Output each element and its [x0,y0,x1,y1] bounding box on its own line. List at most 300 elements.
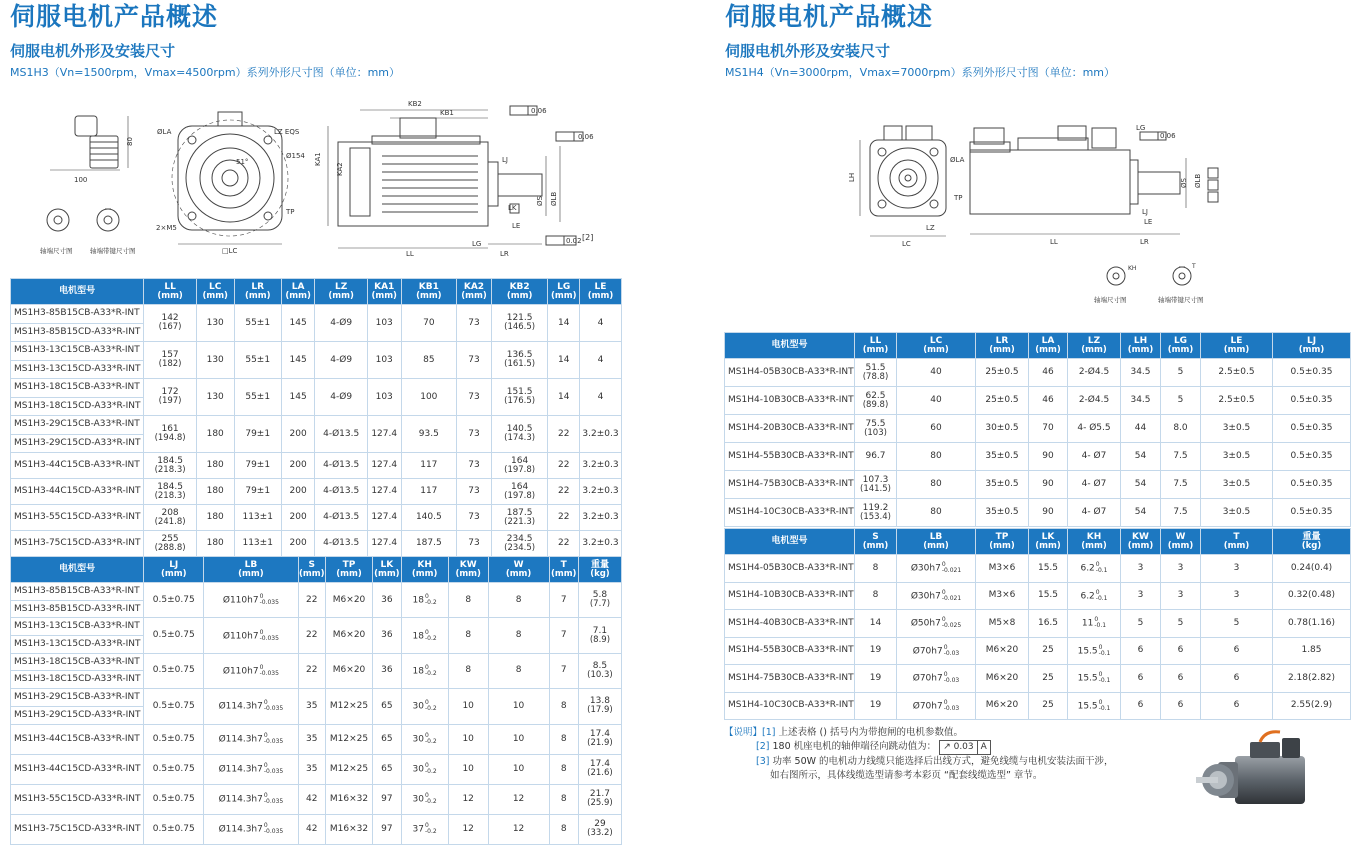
tolerance [264,700,283,712]
cell-value: 73 [468,460,480,470]
cell-value: 6.2 [1080,591,1095,602]
header-label: 电机型号 [59,564,96,574]
notes-block [724,726,1144,782]
header-label: KH [417,559,432,570]
model-cell: MS1H4-10B30CB-A33*R-INT [725,387,855,415]
value-cell [548,505,579,531]
cell-value: 73 [468,317,480,328]
value-cell [401,453,457,479]
cell-value: (241.8) [154,516,186,527]
cell-value: 18 [412,631,424,642]
value-cell [234,379,281,416]
cell-value: 62.5 [865,390,886,401]
value-cell: 25 [1029,692,1068,720]
cell-value: 3.2±0.3 [582,460,619,470]
value-cell [401,814,448,844]
header-label: LA [291,281,305,292]
svg-text:ØS: ØS [1180,178,1188,188]
model-cell: MS1H4-20B30CB-A33*R-INT [725,415,855,443]
table-row [11,754,622,784]
right-series-caption: MS1H4（Vn=3000rpm，Vmax=7000rpm）系列外形尺寸图（单位：mm） [725,66,1116,79]
header-unit: (mm) [1298,344,1325,355]
header-unit: (mm) [1127,344,1154,355]
value-cell [367,416,401,453]
value-cell: M6×20 [976,637,1029,665]
tolerance-lower: -0.2 [424,599,437,607]
value-cell [579,479,621,505]
header-cell [196,279,234,305]
svg-text:LR: LR [1140,238,1149,246]
cell-value: 4 [597,354,604,365]
cell-value: 22 [557,538,570,548]
value-cell: 8 [549,689,578,724]
svg-text:LK: LK [508,204,517,212]
model-cell: MS1H3-75C15CD-A33*R-INT [11,531,144,557]
tolerance [942,590,961,602]
value-cell: 5 [1161,610,1201,638]
cell-value: 7.5 [1173,479,1188,489]
header-cell [144,557,204,583]
header-label: LJ [169,559,179,570]
cell-value: 3±0.5 [1222,479,1251,489]
table-row [11,618,622,636]
value-cell: 6 [1161,692,1201,720]
cell-value: 4-Ø13.5 [323,460,360,470]
tolerance-lower: -0.2 [424,798,437,805]
header-unit: (mm) [505,568,532,579]
value-cell [1273,499,1351,527]
cell-value: 73 [468,512,480,522]
value-cell [234,531,281,557]
header-label: LC [209,281,222,292]
svg-text:KA1: KA1 [314,152,322,166]
value-cell [1161,443,1201,471]
tolerance-lower: -0.03 [943,649,960,657]
value-cell [855,387,897,415]
svg-text:0.06: 0.06 [1160,132,1176,140]
cell-value: 30 [412,794,424,805]
value-cell [491,416,548,453]
value-cell [315,531,367,557]
cell-value: 103 [375,354,393,365]
note-2: [2] 180 机座电机的轴伸端径向跳动值为： ↗ 0.03 A [724,740,1144,756]
value-cell: 22 [298,653,325,688]
header-label: T [560,559,567,570]
cell-value: 54 [1134,479,1147,489]
cell-value: 187.5 [415,538,442,548]
value-cell [281,416,315,453]
value-cell: 0.32(0.48) [1273,582,1351,610]
ms1h3-dimension-table-2 [10,556,622,845]
value-cell: 8 [855,582,897,610]
value-cell [281,453,315,479]
value-cell [1161,415,1201,443]
value-cell [196,505,234,531]
value-cell: 2.55(2.9) [1273,692,1351,720]
value-cell: 8 [549,724,578,754]
header-cell [488,557,549,583]
value-cell [1121,499,1161,527]
cell-value: 4- Ø5.5 [1077,423,1111,433]
cell-value: 100 [420,391,438,402]
value-cell [1068,415,1121,443]
svg-text:TP: TP [954,194,963,202]
value-cell [578,724,621,754]
header-unit: (mm) [1223,344,1250,355]
header-cell [976,529,1029,555]
cell-value: 113±1 [242,512,273,522]
value-cell: 10 [448,724,488,754]
svg-text:2×M5: 2×M5 [156,224,177,232]
header-unit: (mm) [923,344,949,355]
cell-value: (17.9) [587,705,613,716]
header-unit: (mm) [371,290,397,301]
cell-value: (197.8) [504,464,536,475]
header-unit: (mm) [416,290,442,301]
header-cell [1121,333,1161,359]
tolerance-upper: 0 [263,762,268,769]
svg-text:ØLA: ØLA [157,128,172,136]
header-label: 重量 [1302,531,1321,542]
value-cell: M5×8 [976,610,1029,638]
header-cell [855,529,897,555]
cell-value: 4-Ø13.5 [323,512,360,522]
value-cell [457,342,492,379]
value-cell [144,305,196,342]
ms1h4-dimension-table-1 [724,332,1351,527]
cell-value: (288.8) [154,542,186,553]
value-cell [234,305,281,342]
header-unit: (mm) [550,568,577,579]
value-cell [548,531,579,557]
cell-value: 2-Ø4.5 [1078,367,1110,377]
cell-value: 3.2±0.3 [582,486,619,496]
value-cell [1068,499,1121,527]
header-unit: (mm) [157,290,183,301]
cell-value: 208 [161,507,179,518]
value-cell [1121,387,1161,415]
cell-value: 55±1 [245,317,271,328]
cell-value: 140.5 [415,512,442,522]
table-row [11,453,622,479]
value-cell: M6×20 [325,618,372,653]
cell-value: 180 [206,538,224,548]
header-cell [448,557,488,583]
cell-value: 8.0 [1173,423,1188,433]
notes-label: 【说明】 [724,727,763,738]
value-cell [855,443,897,471]
cell-value: 51.5 [865,362,886,373]
svg-text:[2]: [2] [582,233,594,242]
header-label: LA [1041,335,1055,346]
header-unit: (mm) [1081,344,1107,355]
cell-value: 55±1 [245,354,271,365]
header-cell [725,529,855,555]
model-cell: MS1H3-85B15CB-A33*R-INT [11,305,144,324]
tolerance-upper: 0 [941,616,946,624]
value-cell: 8 [855,555,897,583]
value-cell [1068,665,1121,693]
model-cell: MS1H3-44C15CD-A33*R-INT [11,754,144,784]
cell-value: 4-Ø13.5 [323,538,360,548]
header-unit: (mm) [336,568,362,579]
cell-value: (7.7) [589,599,611,610]
cell-value: 164 [511,481,529,492]
tolerance [944,700,960,712]
header-cell [325,557,372,583]
cell-value: 6.2 [1080,563,1095,574]
cell-value: 22 [557,460,570,470]
tolerance [1094,617,1106,629]
header-label: KA2 [463,281,485,292]
cell-value: 200 [289,486,307,496]
value-cell [897,665,976,693]
cell-value: 4 [597,391,604,402]
header-cell [1121,529,1161,555]
value-cell: 22 [298,583,325,618]
value-cell [578,618,621,653]
tolerance-upper: 0 [424,762,429,769]
tolerance-lower: -0.03 [943,704,960,712]
cell-value: 113±1 [242,538,273,548]
header-unit: (mm) [238,568,264,579]
value-cell [144,479,196,505]
tolerance [260,665,279,677]
value-cell [234,342,281,379]
value-cell: 0.24(0.4) [1273,555,1351,583]
header-label: LH [1133,335,1148,346]
header-unit: (mm) [550,290,577,301]
value-cell [1201,415,1273,443]
header-cell [1201,529,1273,555]
left-series-caption: MS1H3（Vn=1500rpm，Vmax=4500rpm）系列外形尺寸图（单位：mm） [10,66,401,79]
tolerance-upper: 0 [1094,616,1099,624]
value-cell: 6 [1161,637,1201,665]
value-cell: 6 [1201,692,1273,720]
value-cell [401,754,448,784]
value-cell [1068,637,1121,665]
table-row [725,499,1351,527]
value-cell [1029,415,1068,443]
value-cell: 0.78(1.16) [1273,610,1351,638]
cell-value: 0.5±0.35 [1290,479,1333,489]
header-unit: (mm) [455,568,481,579]
value-cell [1273,387,1351,415]
cell-value: 18 [412,666,424,677]
header-label: LZ [335,281,348,292]
tolerance-lower: -0.035 [259,599,279,607]
cell-value: (161.5) [504,359,536,369]
value-cell [1068,610,1121,638]
value-cell [367,305,401,342]
value-cell: 35 [298,754,325,784]
value-cell [976,415,1029,443]
tolerance-upper: 0 [259,593,264,601]
value-cell: 35 [298,724,325,754]
cell-value: 79±1 [245,486,271,496]
header-unit: (kg) [1301,540,1322,551]
svg-text:ØLA: ØLA [950,156,965,164]
value-cell [196,479,234,505]
value-cell [491,505,548,531]
header-label: KH [1086,531,1102,542]
header-label: S [872,531,879,542]
cell-value: 4- Ø7 [1081,507,1107,517]
value-cell [855,415,897,443]
cell-value: 46 [1042,395,1054,405]
value-cell: 0.5±0.75 [144,784,204,814]
value-cell [548,379,579,416]
cell-value: (89.8) [862,399,889,410]
header-cell [855,333,897,359]
cell-value: (197.8) [504,490,536,501]
value-cell [1068,471,1121,499]
cell-value: 117 [420,486,438,496]
header-unit: (mm) [506,290,533,301]
cell-value: 127.4 [371,428,398,439]
tolerance-lower: -0.035 [263,828,284,835]
header-label: LE [594,281,607,292]
header-cell [373,557,401,583]
value-cell [234,479,281,505]
header-cell [11,557,144,583]
value-cell [457,416,492,453]
header-unit: (mm) [461,290,487,301]
value-cell [401,379,457,416]
value-cell [234,453,281,479]
header-cell [1029,529,1068,555]
value-cell: 15.5 [1029,582,1068,610]
cell-value: (21.6) [587,768,613,778]
header-unit: (kg) [590,568,610,579]
table-row [725,637,1351,665]
cell-value: 200 [289,460,307,470]
cell-value: 90 [1042,451,1054,461]
value-cell [196,342,234,379]
value-cell: M3×6 [976,582,1029,610]
value-cell [281,479,315,505]
model-cell: MS1H3-29C15CD-A33*R-INT [11,706,144,724]
note-3: [3] 功率 50W 的电机动力线缆只能选择后出线方式，避免线缆与电机安装法面干涉， [756,756,1114,767]
cell-value: 157 [161,350,179,360]
tolerance-upper: 0 [259,663,264,671]
value-cell [457,453,492,479]
header-label: T [1233,531,1240,542]
table-row [11,531,622,557]
tolerance-upper: 0 [424,593,429,601]
value-cell: 65 [373,724,401,754]
cell-value: (194.8) [154,433,186,443]
header-unit: (mm) [285,290,311,301]
tolerance-lower: -0.1 [1098,704,1111,712]
cell-value: (176.5) [504,396,536,406]
ms1h3-dimension-table-1 [10,278,622,557]
cell-value: 4- Ø7 [1081,479,1107,489]
right-section-subtitle: 伺服电机外形及安装尺寸 [725,42,891,60]
value-cell [855,359,897,387]
tolerance-upper: 0 [1095,561,1100,569]
header-label: LR [995,335,1009,346]
svg-text:LJ: LJ [1142,208,1148,216]
tolerance [1099,645,1111,657]
svg-text:Ø154: Ø154 [286,152,305,160]
value-cell [491,479,548,505]
cell-value: (218.3) [154,464,186,475]
value-cell [401,724,448,754]
tolerance-upper: 0 [424,792,429,799]
cell-value: 30 [412,764,424,775]
header-label: 电机型号 [771,536,808,546]
header-label: W [513,559,524,570]
value-cell [578,689,621,724]
header-unit: (mm) [989,344,1015,355]
header-cell [549,557,578,583]
cell-value: 164 [511,455,529,466]
cell-value: 5 [1177,395,1184,405]
header-label: LZ [1087,335,1101,346]
value-cell: M6×20 [325,583,372,618]
value-cell [196,531,234,557]
value-cell [144,505,196,531]
value-cell [579,379,621,416]
value-cell [234,416,281,453]
tolerance-upper: 0 [424,822,429,829]
cell-value: 34.5 [1130,395,1151,405]
note-3-cont: 如右图所示，具体线缆选型请参考本彩页 “配套线缆选型” 章节。 [770,769,1043,781]
ms1h4-outline-drawing [840,118,1240,308]
tolerance-lower: -0.1 [1095,594,1108,602]
model-cell: MS1H3-18C15CB-A33*R-INT [11,653,144,671]
cell-value: 172 [161,387,179,397]
model-cell: MS1H4-05B30CB-A33*R-INT [725,359,855,387]
value-cell [401,689,448,724]
value-cell [315,342,367,379]
cell-value: 18 [412,595,424,606]
value-cell: 6 [1121,665,1161,693]
cell-value: 0.5±0.35 [1290,507,1333,517]
header-cell [578,557,621,583]
header-cell [234,279,281,305]
table-row [11,814,622,844]
svg-text:0.06: 0.06 [531,107,547,115]
cell-value: (25.9) [587,798,613,808]
value-cell: 6 [1201,637,1273,665]
cell-value: 44 [1134,423,1147,433]
tolerance [944,672,960,684]
cell-value: 75.5 [865,418,886,429]
value-cell [1068,692,1121,720]
value-cell [401,618,448,653]
tolerance [944,645,960,657]
value-cell [144,531,196,557]
value-cell: 97 [373,784,401,814]
value-cell [281,531,315,557]
model-cell: MS1H3-13C15CD-A33*R-INT [11,360,144,379]
cell-value: 40 [930,395,942,405]
tolerance-lower: -0.2 [424,738,437,745]
cell-value: 180 [206,512,224,522]
svg-text:KH: KH [1128,265,1137,272]
cell-value: 0.5±0.35 [1290,423,1333,433]
tolerance-upper: 0 [943,698,948,706]
runout-tolerance-box: ↗ 0.03 [939,740,977,756]
table-row [11,305,622,324]
svg-text:LZ: LZ [926,224,935,232]
cell-value: 127.4 [371,486,398,496]
value-cell: 7 [549,653,578,688]
table-row [725,692,1351,720]
header-label: LG [557,281,571,292]
